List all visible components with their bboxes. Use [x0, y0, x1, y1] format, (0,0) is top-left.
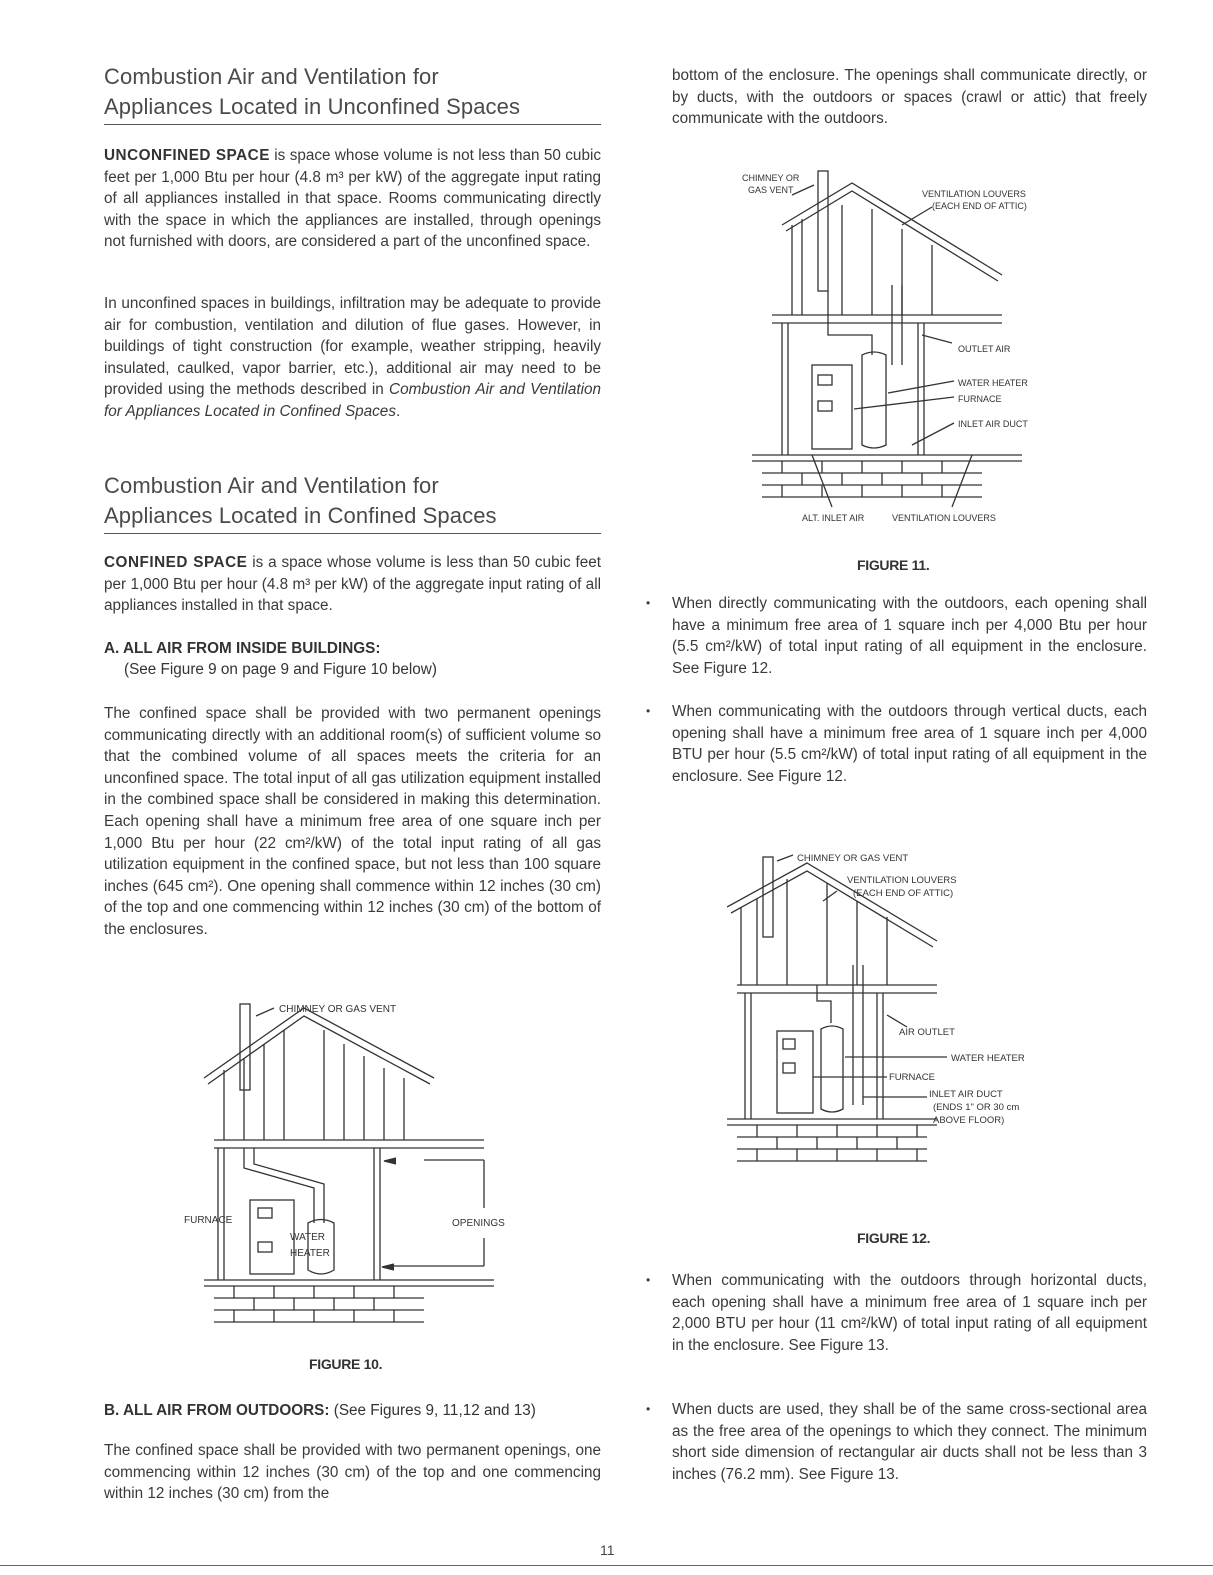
- fig11-label-chimney-1: CHIMNEY OR: [742, 173, 800, 183]
- subhead-a-note: (See Figure 9 on page 9 and Figure 10 below): [124, 661, 437, 678]
- fig10-label-openings: OPENINGS: [452, 1218, 505, 1229]
- fig11-label-outlet: OUTLET AIR: [958, 344, 1011, 354]
- para-unconfined-text: is space whose volume is not less than 50 cubic feet per 1,000 Btu per hour (4.8 m³ per kW) of the aggregate input rating of all appliances installed in that space. Rooms communicating directly with the space in which the appliances are installed, through openings not furnished with doors, are considered a part of the unconfined space.: [104, 147, 601, 251]
- fig11-label-chimney-2: GAS VENT: [748, 185, 794, 195]
- fig12-label-louvers-1: VENTILATION LOUVERS: [847, 875, 957, 886]
- term-unconfined-space: UNCONFINED SPACE: [104, 147, 270, 164]
- figure-11: [722, 165, 1102, 525]
- heading-unconfined-line2: Appliances Located in Unconfined Spaces: [104, 94, 521, 119]
- fig12-label-chimney: CHIMNEY OR GAS VENT: [797, 853, 909, 864]
- subhead-a: [104, 638, 380, 659]
- fig11-label-louvers-1: VENTILATION LOUVERS: [922, 189, 1026, 199]
- figure-12-caption: FIGURE 12.: [857, 1230, 931, 1246]
- subhead-b-note: (See Figures 9, 11,12 and 13): [329, 1402, 536, 1419]
- fig10-label-water: WATER: [290, 1232, 325, 1243]
- para-infiltration-end: .: [395, 402, 401, 420]
- para-all-air-inside: The confined space shall be provided with two permanent openings communicating directly with an additional room(s) of sufficient volume so that the combined volume of all spaces meets the criteria for an unconfined space. The total input of all gas utilization equipment installed in the combined space shall be considered in making this determination. Each opening shall have a minimum free area of one square inch per 1,000 Btu per hour (22 cm²/kW) of the total input rating of all gas utilization equipment in the confined space, but not less than 100 square inches (645 cm²). One opening shall commence within 12 inches (30 cm) of the top and one commencing within 12 inches (30 cm) of the bottom of the enclosures.: [104, 705, 601, 938]
- fig12-label-inlet-3: ABOVE FLOOR): [933, 1115, 1005, 1126]
- bullet-3-text: When communicating with the outdoors through horizontal ducts, each opening shall have a minimum free area of 1 square inch per 2,000 BTU per hour (11 cm²/kW) of total input rating of all equipment in the enclosure. See Figure 13.: [672, 1272, 1147, 1354]
- bullet-vertical-ducts: [646, 701, 1147, 787]
- figure-10-drawing: [184, 998, 544, 1328]
- para-confined-definition: [104, 552, 601, 617]
- fig12-label-furnace: FURNACE: [889, 1072, 935, 1083]
- para-infiltration-text: In unconfined spaces in buildings, infiltration may be adequate to provide air for combustion, ventilation and dilution of flue gases. However, in buildings of tight construction (for example, weather stripping, heavily insulated, caulked, vapor barrier, etc.), additional air may need to be provided using the methods described in: [104, 295, 601, 399]
- fig11-label-louvers-2: (EACH END OF ATTIC): [932, 201, 1027, 211]
- para-openings-communicate: bottom of the enclosure. The openings shall communicate directly, or by ducts, with the outdoors or spaces (crawl or attic) that freely communicate with the outdoors.: [672, 67, 1147, 128]
- subhead-a-title: A. ALL AIR FROM INSIDE BUILDINGS:: [104, 640, 381, 657]
- figure-12: [727, 845, 1097, 1190]
- subhead-b: [104, 1400, 536, 1421]
- subhead-b-title: B. ALL AIR FROM OUTDOORS:: [104, 1402, 330, 1419]
- fig11-label-inlet: INLET AIR DUCT: [958, 419, 1028, 429]
- bullet-1-text: When directly communicating with the outdoors, each opening shall have a minimum free area of 1 square inch per 4,000 Btu per hour (5.5 cm²/kW) of total input rating of all equipment in the enclosure. See Figure 12.: [672, 595, 1147, 677]
- fig12-label-water-heater: WATER HEATER: [951, 1053, 1025, 1064]
- bullet-horizontal-ducts: [646, 1270, 1147, 1356]
- bullet-dot: •: [646, 1402, 651, 1416]
- heading-unconfined: [104, 62, 601, 125]
- fig10-label-chimney: CHIMNEY OR GAS VENT: [279, 1004, 397, 1015]
- figure-12-drawing: [727, 845, 1097, 1190]
- para-unconfined-definition: [104, 145, 601, 253]
- bullet-ducts-used: [646, 1399, 1147, 1485]
- figure-11-drawing: [722, 165, 1102, 525]
- fig12-label-inlet-2: (ENDS 1" OR 30 cm: [933, 1102, 1020, 1113]
- heading-unconfined-line1: Combustion Air and Ventilation for: [104, 64, 439, 89]
- fig11-label-water-heater: WATER HEATER: [958, 378, 1028, 388]
- bullet-dot: •: [646, 596, 651, 610]
- figure-10-caption: FIGURE 10.: [309, 1356, 383, 1372]
- heading-confined: [104, 471, 601, 534]
- figure-10: [184, 998, 544, 1328]
- para-all-air-outdoors: The confined space shall be provided with two permanent openings, one commencing within 12 inches (30 cm) of the top and one commencing within 12 inches (30 cm) from the: [104, 1442, 601, 1503]
- fig11-label-alt-inlet: ALT. INLET AIR: [802, 513, 865, 523]
- fig10-label-furnace: FURNACE: [184, 1215, 233, 1226]
- fig12-label-air-outlet: AIR OUTLET: [899, 1027, 955, 1038]
- page-bottom-rule: [0, 1565, 1213, 1566]
- heading-confined-line2: Appliances Located in Confined Spaces: [104, 503, 497, 528]
- figure-11-caption: FIGURE 11.: [857, 557, 930, 573]
- fig12-label-inlet-1: INLET AIR DUCT: [929, 1089, 1003, 1100]
- page-number: 11: [600, 1542, 615, 1558]
- bullet-2-text: When communicating with the outdoors through vertical ducts, each opening shall have a minimum free area of 1 square inch per 4,000 BTU per hour (5.5 cm²/kW) of total input rating of all equipment in the enclosure. See Figure 12.: [672, 703, 1147, 785]
- para-confined-text: is a space whose volume is less than 50 cubic feet per 1,000 Btu per hour (4.8 m³ per kW) of the aggregate input rating of all appliances installed in that space.: [104, 554, 602, 615]
- bullet-4-text: When ducts are used, they shall be of the same cross-sectional area as the free area of the openings to which they connect. The minimum short side dimension of rectangular air ducts shall not be less than 3 inches (76.2 mm). See Figure 13.: [672, 1401, 1147, 1483]
- para-infiltration: [104, 293, 601, 423]
- term-confined-space: CONFINED SPACE: [104, 554, 248, 571]
- bullet-dot: •: [646, 704, 651, 718]
- fig10-label-heater: HEATER: [290, 1248, 330, 1259]
- heading-confined-line1: Combustion Air and Ventilation for: [104, 473, 439, 498]
- para-infiltration-ref: Combustion Air and Ventilation for Appliances Located in Confined Spaces: [104, 381, 601, 420]
- fig11-label-furnace: FURNACE: [958, 394, 1002, 404]
- bullet-directly-communicating: [646, 593, 1147, 679]
- fig12-label-louvers-2: (EACH END OF ATTIC): [853, 888, 954, 899]
- fig11-label-vent-louvers: VENTILATION LOUVERS: [892, 513, 996, 523]
- bullet-dot: •: [646, 1273, 651, 1287]
